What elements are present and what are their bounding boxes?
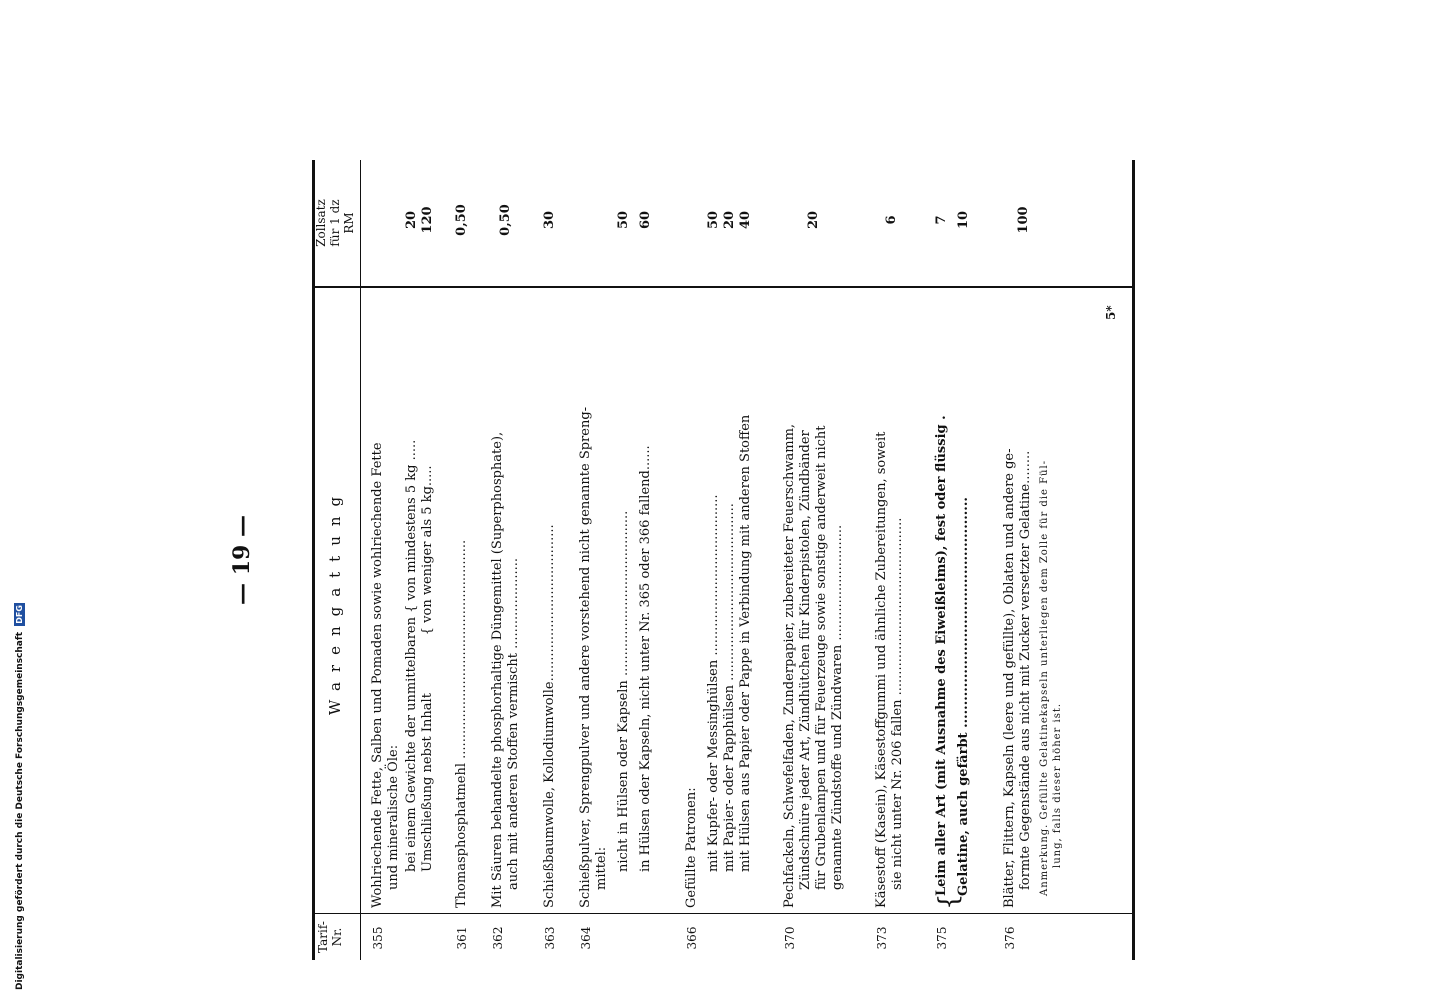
goods-description: Gelatine, auch gefärbt ................................................... <box>956 497 971 896</box>
duty-rate: 0,50 <box>454 204 469 236</box>
goods-description: Blätter, Flittern, Kapseln (leere und gefüllte), Oblaten und andere ge- <box>1002 448 1017 908</box>
duty-rate: 120 <box>420 206 435 234</box>
duty-rate: 7 <box>934 215 949 225</box>
duty-rate: 20 <box>806 210 821 230</box>
goods-description: mit Kupfer- oder Messinghülsen ....................................... <box>706 494 721 872</box>
duty-rate: 50 <box>706 210 721 230</box>
page-number: — 19 — <box>229 515 255 605</box>
tariff-number: 355 <box>371 926 385 950</box>
tariff-number: 362 <box>491 926 505 950</box>
duty-rate: 30 <box>542 210 557 230</box>
tariff-number: 366 <box>685 926 699 950</box>
header-duty-rate: Zollsatz für 1 dz RM <box>314 199 356 247</box>
goods-description: bei einem Gewichte der unmittelbaren { von mindestens 5 kg ..... <box>404 439 419 872</box>
goods-description: nicht in Hülsen oder Kapseln ........................................ <box>616 510 631 872</box>
tariff-number: 375 <box>935 926 949 950</box>
goods-description: formte Gegenstände aus nicht mit Zucker versetzter Gelatine........ <box>1018 450 1033 890</box>
footer-credit <box>14 603 25 990</box>
header-goods-type: Warengattung <box>326 486 344 716</box>
goods-description: Pechfackeln, Schwefelfaden, Zunderpapier, zubereiteter Feuerschwamm, <box>782 423 797 908</box>
tariff-number: 364 <box>579 926 593 950</box>
column-divider-tariff <box>312 913 1134 914</box>
goods-description: und mineralische Öle: <box>386 744 401 890</box>
table-bottom-rule <box>1132 160 1135 960</box>
duty-rate: 40 <box>738 210 753 230</box>
duty-rate: 20 <box>722 210 737 230</box>
header-rule <box>360 160 361 960</box>
duty-rate: 10 <box>956 210 971 230</box>
goods-description: Thomasphosphatmehl ..................................................... <box>454 539 469 908</box>
duty-rate: 0,50 <box>498 204 513 236</box>
goods-description: genannte Zündstoffe und Zündwaren ............................ <box>830 524 845 890</box>
duty-rate: 50 <box>616 210 631 230</box>
tariff-number: 361 <box>455 926 469 950</box>
goods-description: auch mit anderen Stoffen vermischt ...................... <box>506 557 521 890</box>
goods-description: Zündschnüre jeder Art, Zündhütchen für Kinderpistolen, Zündbänder <box>798 430 813 890</box>
tariff-table <box>312 160 1142 960</box>
tariff-number: 370 <box>783 926 797 950</box>
duty-rate: 6 <box>884 215 899 225</box>
goods-description: Schießpulver, Sprengpulver und andere vorstehend nicht genannte Spreng- <box>578 406 593 908</box>
goods-description: Mit Säuren behandelte phosphorhaltige Düngemittel (Superphosphate), <box>490 431 505 908</box>
goods-description: Gefüllte Patronen: <box>684 787 699 908</box>
brace-glyph: { <box>934 893 964 910</box>
tariff-number: 376 <box>1003 926 1017 950</box>
document-page <box>212 160 1172 960</box>
tariff-number: 373 <box>875 926 889 950</box>
dfg-logo: DFG <box>15 605 24 624</box>
tariff-number: 363 <box>543 926 557 950</box>
duty-rate: 20 <box>404 210 419 230</box>
goods-description: mittel: <box>594 846 609 890</box>
goods-description: mit Hülsen aus Papier oder Pappe in Verbindung mit anderen Stoffen <box>738 414 753 872</box>
duty-rate: 100 <box>1016 206 1031 234</box>
goods-description: sie nicht unter Nr. 206 fallen ........................................... <box>890 517 905 890</box>
signature-mark: 5* <box>1104 305 1118 320</box>
goods-description: in Hülsen oder Kapseln, nicht unter Nr. 365 oder 366 fallend...... <box>638 445 653 872</box>
goods-description: Käsestoff (Kasein), Käsestoffgummi und ähnliche Zubereitungen, soweit <box>874 431 889 908</box>
annotation-note: lung, falls dieser höher ist. <box>1052 702 1063 868</box>
annotation-note: Anmerkung. Gefüllte Gelatinekapseln unterliegen dem Zolle für die Fül- <box>1039 459 1050 896</box>
goods-description: Umschließung nebst Inhalt { von weniger als 5 kg..... <box>420 465 435 872</box>
goods-description: für Grubenlampen und für Feuerzeuge sowie sonstige anderweit nicht <box>814 425 829 890</box>
duty-rate: 60 <box>638 210 653 230</box>
goods-description: Wohlriechende Fette, Salben und Pomaden sowie wohlriechende Fette <box>370 442 385 908</box>
goods-description: mit Papier- oder Papphülsen ........................................... <box>722 503 737 872</box>
goods-description: Schießbaumwolle, Kollodiumwolle...................................... <box>542 524 557 908</box>
header-tariff-number: Tarif- Nr. <box>316 921 344 953</box>
footer-text: Digitalisierung gefördert durch die Deutsche Forschungsgemeinschaft <box>15 631 25 990</box>
goods-description: Leim aller Art (mit Ausnahme des Eiweißleims), fest oder flüssig . <box>934 415 949 896</box>
